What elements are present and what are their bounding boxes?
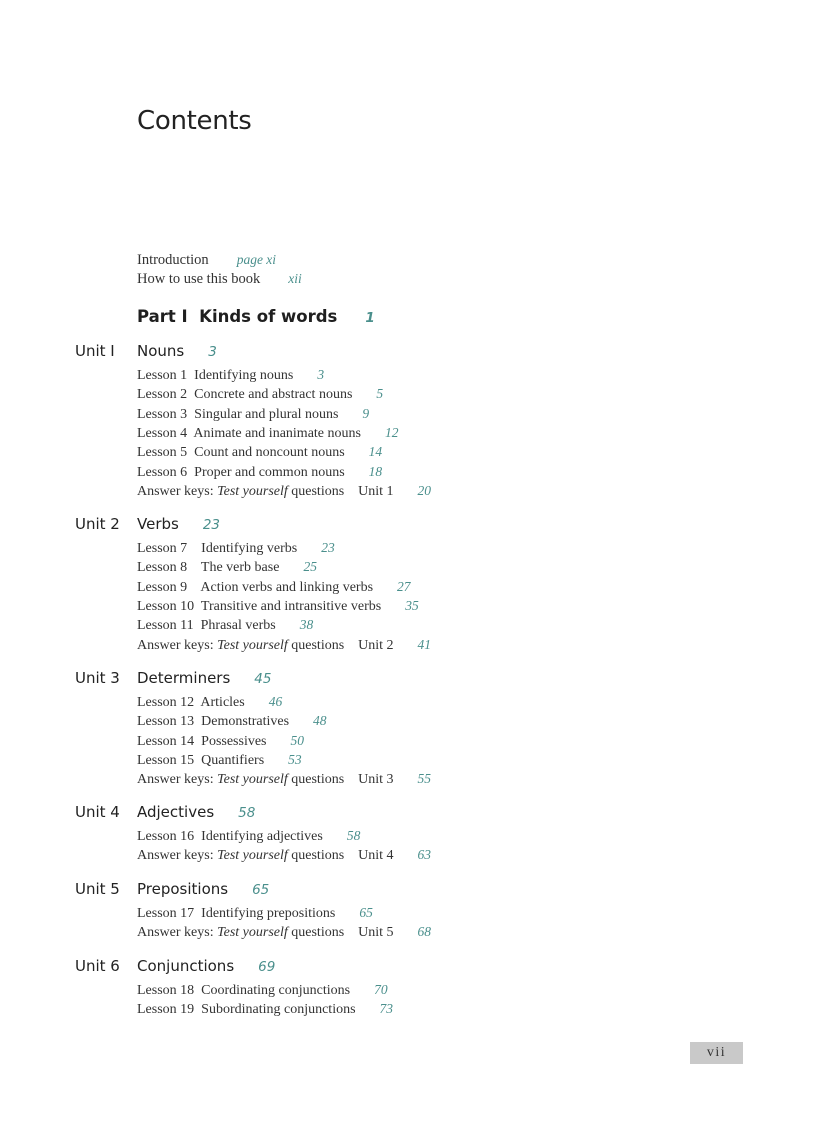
lesson-entry: [137, 444, 382, 461]
page-number: vii: [690, 1042, 743, 1064]
lesson-entry: [137, 425, 398, 442]
unit-title: [137, 803, 255, 821]
answer-key-suffix: questions Unit 5: [287, 925, 394, 941]
page-ref: 3: [208, 344, 217, 360]
lesson-entry: [137, 579, 411, 596]
page-ref: 70: [374, 982, 388, 997]
page-ref: 12: [384, 424, 399, 440]
answer-key-emphasis: Test yourself: [217, 772, 288, 788]
answer-key-entry: [137, 924, 431, 941]
unit-title: [137, 515, 220, 533]
page-ref: 45: [254, 671, 272, 687]
lesson-entry: [137, 905, 373, 922]
lesson-title: Lesson 19 Subordinating conjunctions: [137, 1002, 356, 1018]
lesson-entry: [137, 752, 302, 769]
page-ref: 68: [417, 924, 432, 940]
page-ref: 65: [359, 905, 373, 920]
answer-key-suffix: questions Unit 4: [287, 848, 394, 864]
lesson-entry: [137, 540, 335, 557]
unit-title-text: Adjectives: [137, 803, 215, 821]
answer-key-emphasis: Test yourself: [217, 637, 288, 653]
page-ref: 58: [238, 805, 256, 821]
lesson-title: Lesson 14 Possessives: [137, 733, 267, 749]
unit-title-text: Determiners: [137, 669, 231, 687]
answer-key-emphasis: Test yourself: [217, 848, 288, 864]
page-ref: page xi: [236, 252, 277, 267]
lesson-title: Lesson 9 Action verbs and linking verbs: [137, 579, 374, 595]
lesson-title: Lesson 7 Identifying verbs: [137, 541, 298, 556]
answer-key-emphasis: Test yourself: [217, 483, 288, 499]
lesson-title: Lesson 18 Coordinating conjunctions: [137, 983, 351, 998]
lesson-title: Lesson 10 Transitive and intransitive verbs: [137, 598, 382, 614]
lesson-entry: [137, 367, 324, 384]
lesson-title: Lesson 13 Demonstratives: [137, 714, 290, 730]
toc-entry-label: Introduction: [137, 252, 209, 268]
lesson-title: Lesson 6 Proper and common nouns: [137, 464, 345, 480]
unit-title-text: Prepositions: [137, 880, 229, 898]
page-ref: 9: [362, 405, 370, 421]
lesson-title: Lesson 8 The verb base: [137, 560, 280, 576]
lesson-title: Lesson 4 Animate and inanimate nouns: [137, 425, 361, 441]
unit-title-text: Nouns: [137, 342, 185, 360]
toc-intro-line: [137, 252, 276, 269]
unit-title: [137, 957, 275, 975]
page-ref: 41: [417, 636, 432, 652]
answer-key-prefix: Answer keys:: [137, 772, 218, 788]
lesson-title: Lesson 3 Singular and plural nouns: [137, 406, 339, 422]
answer-key-prefix: Answer keys:: [137, 483, 218, 499]
lesson-entry: [137, 559, 317, 576]
lesson-entry: [137, 982, 388, 999]
unit-label: Unit 3: [75, 669, 120, 687]
page-ref: 3: [317, 367, 325, 382]
answer-key-suffix: questions Unit 3: [287, 772, 394, 788]
unit-title: [137, 880, 269, 898]
unit-title: [137, 342, 217, 360]
lesson-title: Lesson 17 Identifying prepositions: [137, 906, 336, 921]
answer-key-entry: [137, 847, 431, 864]
page-ref: xii: [288, 271, 302, 286]
lesson-title: Lesson 5 Count and noncount nouns: [137, 445, 345, 461]
lesson-entry: [137, 386, 383, 403]
page-ref: 1: [365, 310, 375, 326]
page-ref: 27: [397, 578, 411, 594]
page-ref: 38: [299, 617, 314, 633]
unit-label: Unit 5: [75, 880, 120, 898]
answer-key-emphasis: Test yourself: [217, 925, 288, 941]
lesson-title: Lesson 11 Phrasal verbs: [137, 618, 276, 634]
unit-label: Unit 2: [75, 515, 120, 533]
answer-key-prefix: Answer keys:: [137, 925, 218, 941]
page-ref: 50: [290, 732, 305, 748]
page-ref: 18: [368, 463, 383, 479]
answer-key-suffix: questions Unit 1: [287, 483, 394, 499]
lesson-title: Lesson 15 Quantifiers: [137, 752, 265, 768]
page-ref: 46: [268, 694, 283, 709]
page-ref: 23: [321, 540, 335, 555]
page-ref: 65: [252, 882, 270, 898]
page-ref: 23: [202, 517, 221, 533]
lesson-entry: [137, 1001, 393, 1018]
lesson-title: Lesson 12 Articles: [137, 695, 245, 710]
answer-key-suffix: questions Unit 2: [287, 637, 394, 653]
page-ref: 35: [405, 597, 419, 613]
unit-title: [137, 669, 271, 687]
unit-title-text: Conjunctions: [137, 957, 235, 975]
unit-label: Unit I: [75, 342, 115, 360]
lesson-entry: [137, 828, 360, 845]
lesson-entry: [137, 464, 382, 481]
lesson-title: Lesson 2 Concrete and abstract nouns: [137, 387, 353, 403]
page-ref: 63: [417, 847, 432, 863]
page-ref: 69: [258, 959, 276, 975]
page-ref: 14: [368, 444, 383, 460]
lesson-entry: [137, 733, 304, 750]
page-title: Contents: [137, 106, 252, 136]
page-ref: 53: [288, 751, 302, 767]
toc-entry-label: How to use this book: [137, 271, 261, 287]
page-ref: 5: [376, 386, 384, 402]
lesson-entry: [137, 598, 419, 615]
part-heading: [137, 307, 375, 326]
lesson-entry: [137, 694, 282, 711]
answer-key-entry: [137, 483, 431, 500]
page-ref: 25: [303, 559, 317, 575]
lesson-title: Lesson 16 Identifying adjectives: [137, 829, 323, 844]
page-ref: 20: [417, 482, 432, 498]
lesson-entry: [137, 406, 369, 423]
page-ref: 73: [379, 1001, 394, 1017]
page-ref: 55: [417, 771, 432, 787]
lesson-entry: [137, 713, 327, 730]
answer-key-prefix: Answer keys:: [137, 637, 218, 653]
answer-key-entry: [137, 771, 431, 788]
toc-intro-line: [137, 271, 302, 288]
unit-label: Unit 4: [75, 803, 120, 821]
answer-key-prefix: Answer keys:: [137, 848, 218, 864]
part-label: Part I Kinds of words: [137, 307, 338, 326]
unit-title-text: Verbs: [137, 515, 179, 533]
lesson-entry: [137, 617, 313, 634]
page-ref: 58: [346, 828, 361, 843]
unit-label: Unit 6: [75, 957, 120, 975]
answer-key-entry: [137, 637, 431, 654]
page-ref: 48: [313, 713, 327, 729]
lesson-title: Lesson 1 Identifying nouns: [137, 368, 294, 383]
